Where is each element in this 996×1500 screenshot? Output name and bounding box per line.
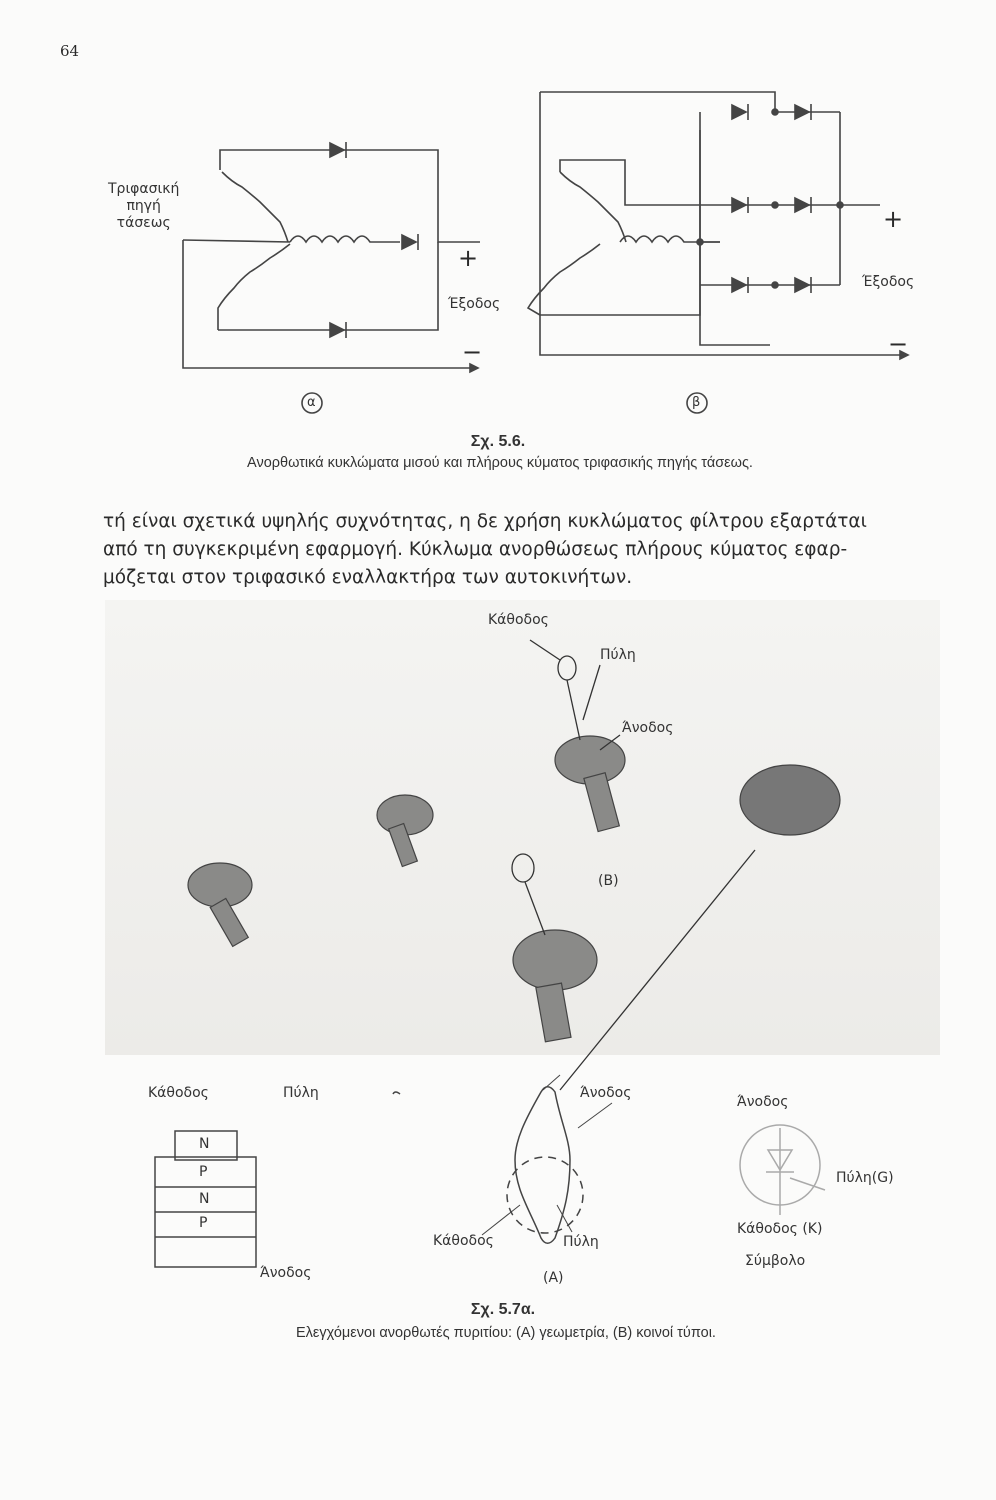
paragraph-line: μόζεται στον τριφασικό εναλλακτήρα των αυτοκινήτων. — [103, 567, 633, 588]
output-label-a: Έξοδος — [448, 296, 501, 312]
symbol-anode-label: Άνοδος — [737, 1094, 789, 1110]
panel-label-b: β — [692, 395, 701, 410]
layer-label: P — [199, 1215, 208, 1231]
layers-anode-label: Άνοδος — [260, 1265, 312, 1281]
source-label-line: τάσεως — [116, 215, 171, 231]
paragraph-line: από τη συγκεκριμένη εφαρμογή. Κύκλωμα ανορθώσεως πλήρους κύματος εφαρ- — [103, 539, 848, 560]
figure-5-6-caption: Ανορθωτικά κυκλώματα μισού και πλήρους κύματος τριφασικής πηγής τάσεως. — [247, 455, 753, 471]
source-label-line: Τριφασική — [108, 181, 180, 197]
panel-label-a: α — [307, 395, 316, 410]
layer-label: P — [199, 1164, 208, 1180]
layer-label: N — [199, 1191, 210, 1207]
photo-cathode-label: Κάθοδος — [488, 612, 549, 628]
plus-terminal-a: + — [458, 244, 479, 272]
figure-5-6-number: Σχ. 5.6. — [470, 433, 526, 450]
geometry-cathode-label: Κάθοδος — [433, 1233, 494, 1249]
photo-panel-label: (B) — [598, 873, 619, 889]
page-number: 64 — [60, 42, 80, 60]
layers-cathode-label: Κάθοδος — [148, 1085, 209, 1101]
output-label-b: Έξοδος — [862, 274, 915, 290]
minus-terminal-a: − — [462, 338, 483, 366]
photo-anode-label: Άνοδος — [622, 720, 674, 736]
minus-terminal-b: − — [888, 330, 909, 358]
symbol-cathode-label: Κάθοδος (K) — [737, 1221, 823, 1237]
figure-5-7a-number: Σχ. 5.7α. — [470, 1301, 536, 1318]
source-label-line: πηγή — [126, 198, 161, 214]
paragraph-line: τή είναι σχετικά υψηλής συχνότητας, η δε χρήση κυκλώματος φίλτρου εξαρτάται — [103, 511, 867, 532]
geometry-gate-label: Πύλη — [563, 1234, 599, 1250]
figure-5-7a-caption: Ελεγχόμενοι ανορθωτές πυριτίου: (Α) γεωμετρία, (Β) κοινοί τύποι. — [296, 1325, 716, 1341]
plus-terminal-b: + — [883, 205, 904, 233]
geometry-panel-label: (Α) — [543, 1270, 564, 1286]
layers-gate-label: Πύλη — [283, 1085, 319, 1101]
symbol-title: Σύμβολο — [745, 1253, 806, 1269]
geometry-anode-label: Άνοδος — [580, 1085, 632, 1101]
photo-gate-label: Πύλη — [600, 647, 636, 663]
symbol-gate-label: Πύλη(G) — [836, 1170, 894, 1186]
layer-label: N — [199, 1136, 210, 1152]
